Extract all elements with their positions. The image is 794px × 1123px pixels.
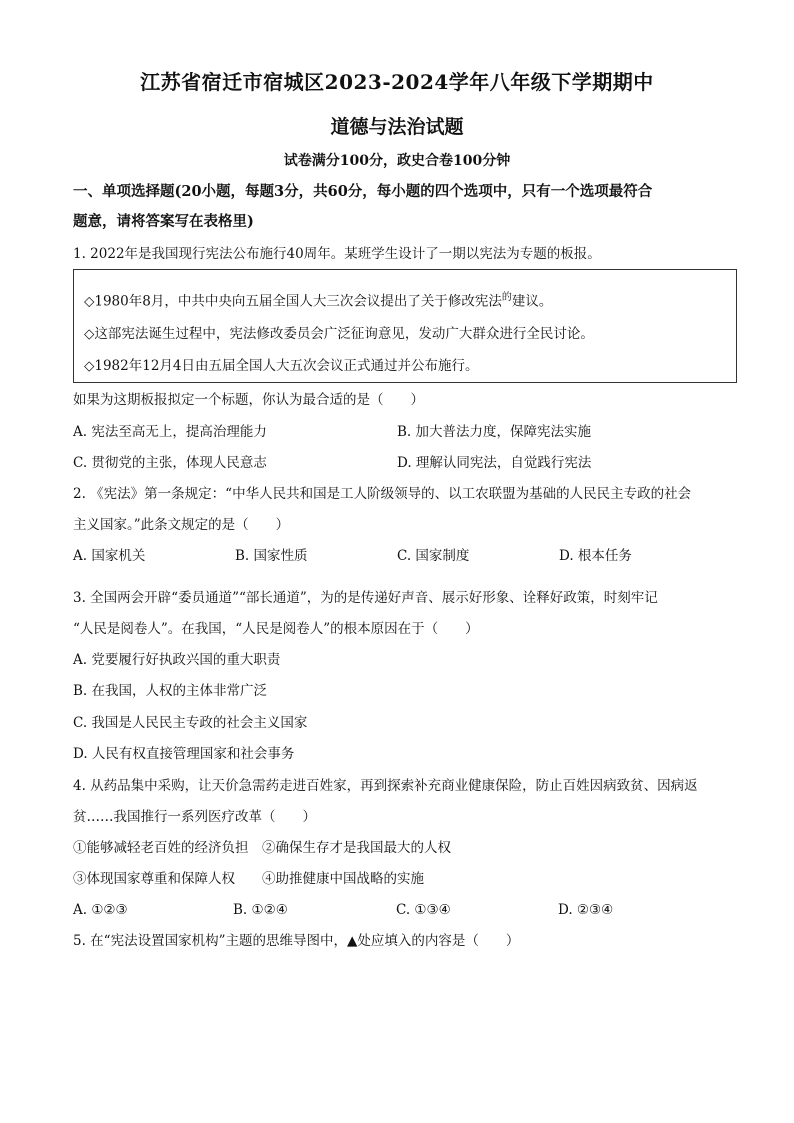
q2-option-d: D. 根本任务 — [559, 548, 632, 564]
q3-line1: 3. 全国两会开辟“委员通道”“部长通道”，为的是传递好声音、展示好形象、诠释好政策，时刻牢记 — [73, 590, 658, 606]
q5-line1: 5. 在“宪法设置国家机构”主题的思维导图中，▲处应填入的内容是（ ） — [73, 933, 520, 949]
q4-statements-1: ①能够减轻老百姓的经济负担 ②确保生存才是我国最大的人权 — [73, 840, 451, 856]
q3-line2: “人民是阅卷人”。在我国，“人民是阅卷人”的根本原因在于（ ） — [73, 621, 479, 637]
q3-option-b: B. 在我国，人权的主体非常广泛 — [73, 683, 268, 699]
section-heading-line1: 一、单项选择题(20小题，每题3分，共60分，每小题的四个选项中，只有一个选项最符合 — [73, 183, 653, 200]
q2-line2: 主义国家。”此条文规定的是（ ） — [73, 517, 290, 533]
q2-option-a: A. 国家机关 — [73, 548, 146, 564]
q2-line1: 2. 《宪法》第一条规定：“中华人民共和国是工人阶级领导的、以工农联盟为基础的人民民主专政的社会 — [73, 486, 692, 502]
q4-option-d: D. ②③④ — [558, 902, 614, 918]
q1-option-b: B. 加大普法力度，保障宪法实施 — [397, 424, 592, 440]
q3-option-d: D. 人民有权直接管理国家和社会事务 — [73, 746, 295, 762]
q1-box-line1: ◇1980年8月，中共中央向五届全国人大三次会议提出了关于修改宪法$^的$建议。 — [84, 292, 553, 310]
q4-option-c: C. ①③④ — [396, 902, 451, 918]
section-heading — [73, 177, 728, 237]
q3-option-c: C. 我国是人民民主专政的社会主义国家 — [73, 715, 308, 731]
q1-option-a: A. 宪法至高无上，提高治理能力 — [73, 424, 267, 440]
exam-subject: 道德与法治试题 — [330, 116, 464, 138]
q1-box-line2: ◇这部宪法诞生过程中，宪法修改委员会广泛征询意见，发动广大群众进行全民讨论。 — [84, 326, 594, 342]
q1-stem: 1. 2022年是我国现行宪法公布施行40周年。某班学生设计了一期以宪法为专题的板报。 — [73, 246, 601, 262]
q3-option-a: A. 党要履行好执政兴国的重大职责 — [73, 652, 281, 668]
q1-question: 如果为这期板报拟定一个标题，你认为最合适的是（ ） — [73, 392, 424, 408]
q4-option-b: B. ①②④ — [233, 902, 288, 918]
q4-line1: 4. 从药品集中采购，让天价急需药走进百姓家，再到探索补充商业健康保险，防止百姓因病致贫、因病返 — [73, 778, 698, 794]
q1-box-sup: 的 — [501, 292, 512, 303]
exam-title: 江苏省宿迁市宿城区2023-2024学年八年级下学期期中 — [140, 70, 654, 94]
q4-statements-2: ③体现国家尊重和保障人权 ④助推健康中国战略的实施 — [73, 871, 424, 887]
q4-option-a: A. ①②③ — [73, 902, 128, 918]
q1-box-line3: ◇1982年12月4日由五届全国人大五次会议正式通过并公布施行。 — [84, 358, 479, 374]
q1-option-d: D. 理解认同宪法，自觉践行宪法 — [397, 455, 592, 471]
q1-option-c: C. 贯彻党的主张，体现人民意志 — [73, 455, 267, 471]
q2-option-c: C. 国家制度 — [397, 548, 470, 564]
q2-option-b: B. 国家性质 — [235, 548, 308, 564]
q1-board-box — [73, 269, 737, 383]
section-heading-line2: 题意，请将答案写在表格里) — [73, 213, 254, 230]
exam-info: 试卷满分100分，政史合卷100分钟 — [283, 153, 511, 169]
q4-line2: 贫……我国推行一系列医疗改革（ ） — [73, 809, 316, 825]
